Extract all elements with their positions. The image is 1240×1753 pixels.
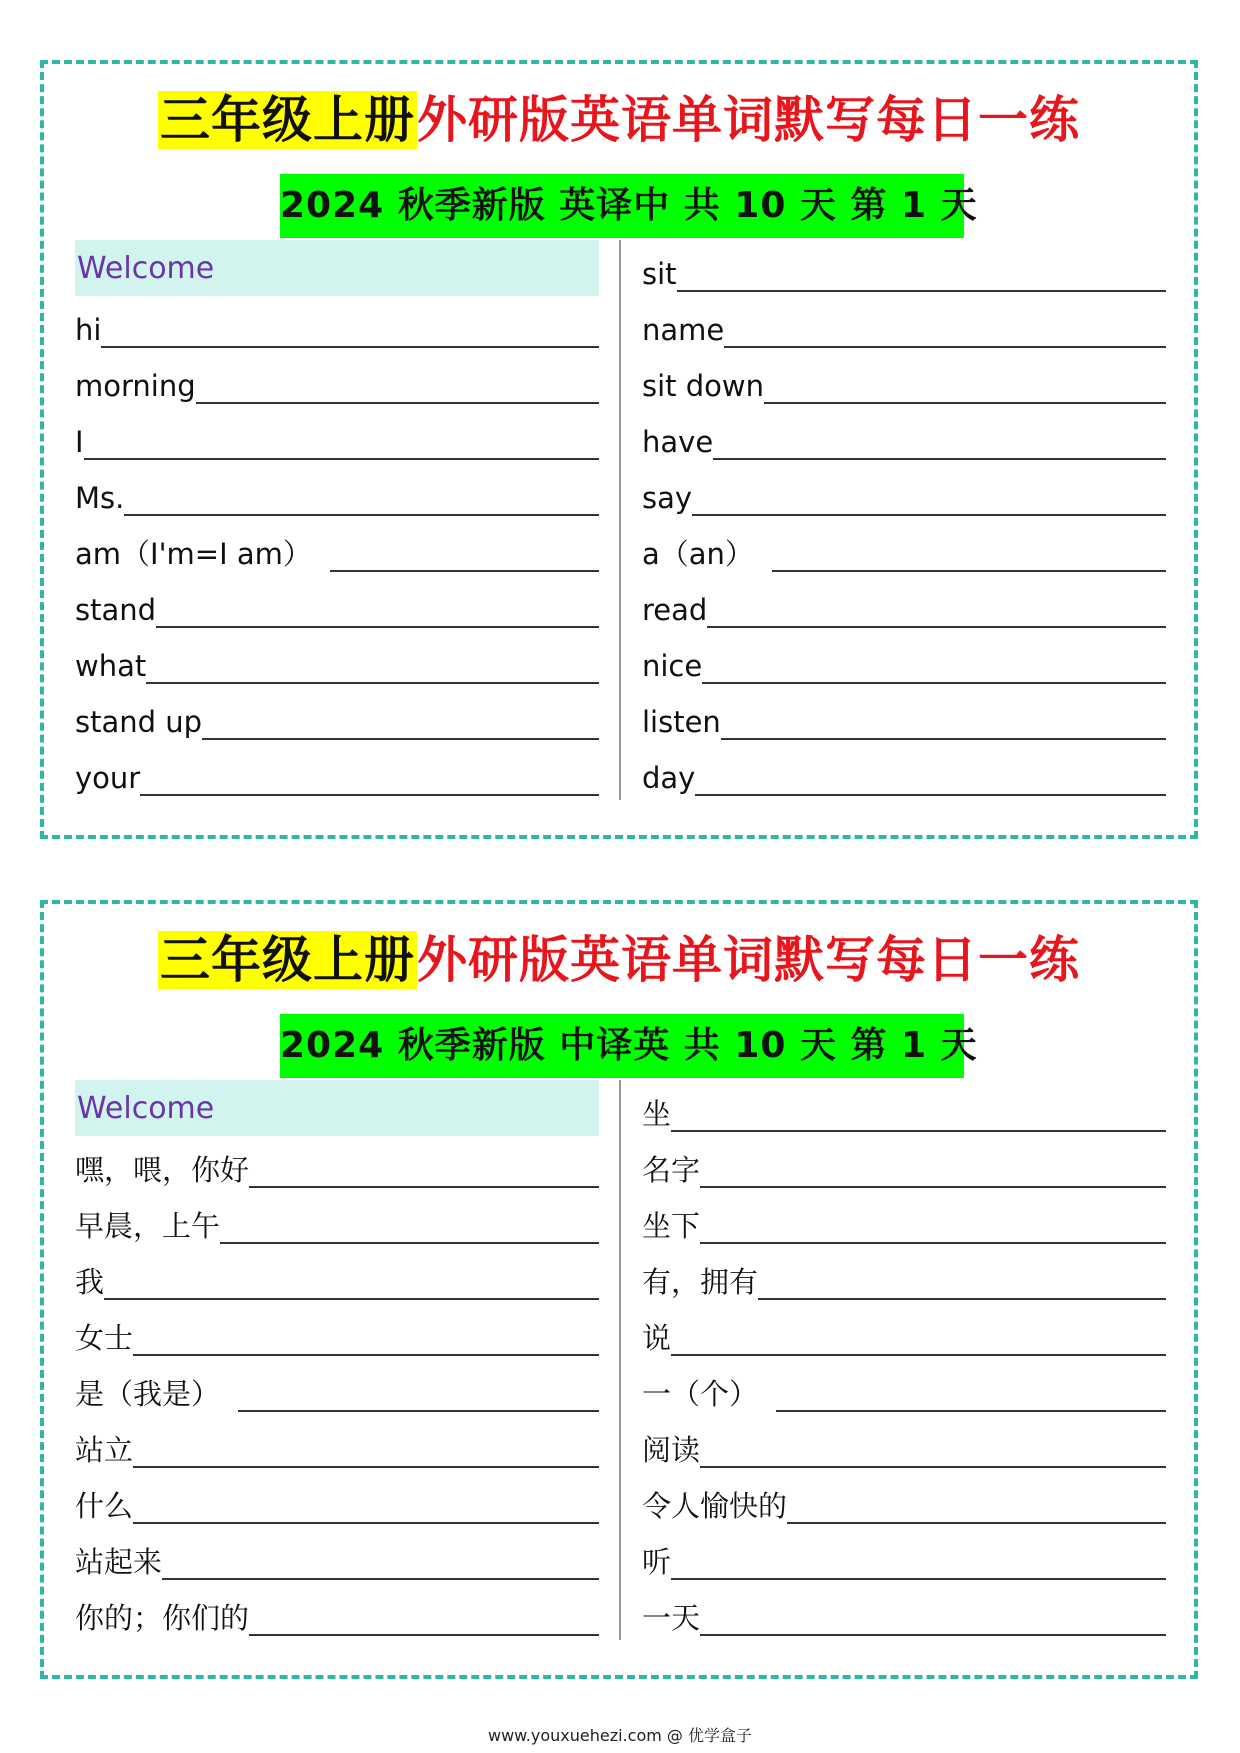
- answer-line[interactable]: [156, 626, 599, 628]
- answer-line[interactable]: [724, 346, 1166, 348]
- worksheet-chinese-to-english: [40, 900, 1198, 1679]
- word: stand up: [75, 705, 203, 739]
- answer-line[interactable]: [692, 514, 1166, 516]
- word: what: [75, 649, 147, 683]
- left-column: [75, 1080, 599, 1640]
- word: 早晨，上午: [75, 1209, 221, 1243]
- title-main: 外研版英语单词默写每日一练: [417, 931, 1080, 989]
- word-row: [75, 1136, 599, 1192]
- answer-line[interactable]: [713, 458, 1166, 460]
- right-column: [642, 1080, 1166, 1640]
- answer-line[interactable]: [84, 458, 599, 460]
- answer-line[interactable]: [101, 346, 599, 348]
- word-row: [75, 688, 599, 744]
- footer-credit: www.youxuehezi.com @ 优学盒子: [488, 1726, 752, 1745]
- word-row: [75, 352, 599, 408]
- title-main: 外研版英语单词默写每日一练: [417, 91, 1080, 149]
- column-divider: [619, 1080, 621, 1640]
- word-row: [75, 1528, 599, 1584]
- word: 嘿，喂，你好: [75, 1153, 250, 1187]
- word-row: [75, 408, 599, 464]
- word-row: [75, 1416, 599, 1472]
- answer-line[interactable]: [776, 1410, 1166, 1412]
- word-row: [75, 1192, 599, 1248]
- answer-line[interactable]: [758, 1298, 1166, 1300]
- word-row: [642, 1528, 1166, 1584]
- word-row: [75, 1304, 599, 1360]
- answer-line[interactable]: [671, 1578, 1166, 1580]
- word: stand: [75, 593, 157, 627]
- word: 坐下: [642, 1209, 701, 1243]
- word: name: [642, 313, 725, 347]
- word-row: [642, 1192, 1166, 1248]
- unit-header: Welcome: [75, 1080, 599, 1136]
- sheet-subtitle: 2024 秋季新版 英译中 共 10 天 第 1 天: [280, 174, 964, 238]
- word: listen: [642, 705, 721, 739]
- word-row: [75, 744, 599, 800]
- answer-line[interactable]: [196, 402, 599, 404]
- word: 有，拥有: [642, 1265, 759, 1299]
- sheet-subtitle: 2024 秋季新版 中译英 共 10 天 第 1 天: [280, 1014, 964, 1078]
- word-row: [642, 464, 1166, 520]
- answer-line[interactable]: [249, 1186, 599, 1188]
- word-row: [642, 1080, 1166, 1136]
- word-row: [75, 576, 599, 632]
- answer-line[interactable]: [695, 794, 1166, 796]
- word-row: [75, 296, 599, 352]
- answer-line[interactable]: [671, 1130, 1166, 1132]
- answer-line[interactable]: [133, 1466, 599, 1468]
- word: am（I'm=I am）: [75, 537, 312, 571]
- word-row: [642, 296, 1166, 352]
- answer-line[interactable]: [671, 1354, 1166, 1356]
- answer-line[interactable]: [700, 1634, 1166, 1636]
- title-grade: 三年级上册: [160, 91, 415, 149]
- word: 听: [642, 1545, 672, 1579]
- word-row: [642, 1360, 1166, 1416]
- word: 一天: [642, 1601, 701, 1635]
- word: 一（个）: [642, 1377, 759, 1411]
- word: sit down: [642, 369, 765, 403]
- word-row: [642, 520, 1166, 576]
- word: hi: [75, 313, 102, 347]
- answer-line[interactable]: [133, 1522, 599, 1524]
- answer-line[interactable]: [764, 402, 1166, 404]
- unit-header: Welcome: [75, 240, 599, 296]
- answer-line[interactable]: [700, 1242, 1166, 1244]
- word-row: [75, 632, 599, 688]
- answer-line[interactable]: [772, 570, 1166, 572]
- word-row: [642, 1472, 1166, 1528]
- word: 我: [75, 1265, 105, 1299]
- answer-line[interactable]: [787, 1522, 1166, 1524]
- word: 站立: [75, 1433, 134, 1467]
- answer-line[interactable]: [133, 1354, 599, 1356]
- word-row: [75, 1472, 599, 1528]
- word: a（an）: [642, 537, 754, 571]
- word: day: [642, 761, 696, 795]
- word: nice: [642, 649, 703, 683]
- word: 什么: [75, 1489, 134, 1523]
- word: say: [642, 481, 693, 515]
- word-row: [642, 352, 1166, 408]
- answer-line[interactable]: [202, 738, 599, 740]
- word-row: [75, 464, 599, 520]
- left-column: [75, 240, 599, 800]
- answer-line[interactable]: [104, 1298, 599, 1300]
- sheet-title: [44, 917, 1194, 1003]
- word: read: [642, 593, 708, 627]
- word: I: [75, 425, 84, 459]
- word: Ms.: [75, 481, 125, 515]
- word-row: [642, 1584, 1166, 1640]
- word-row: [75, 1248, 599, 1304]
- word: 站起来: [75, 1545, 163, 1579]
- answer-line[interactable]: [677, 290, 1166, 292]
- word: morning: [75, 369, 196, 403]
- word: 阅读: [642, 1433, 701, 1467]
- word: 你的；你们的: [75, 1601, 250, 1635]
- word: 女士: [75, 1321, 134, 1355]
- answer-line[interactable]: [162, 1578, 599, 1580]
- column-divider: [619, 240, 621, 800]
- answer-line[interactable]: [702, 682, 1166, 684]
- answer-line[interactable]: [721, 738, 1166, 740]
- word-row: [642, 1416, 1166, 1472]
- word-row: [642, 1248, 1166, 1304]
- answer-line[interactable]: [700, 1466, 1166, 1468]
- word-row: [75, 1360, 599, 1416]
- word-row: [642, 688, 1166, 744]
- word-row: [642, 1304, 1166, 1360]
- answer-line[interactable]: [707, 626, 1166, 628]
- word: sit: [642, 257, 677, 291]
- word: your: [75, 761, 141, 795]
- word-row: [642, 408, 1166, 464]
- word: have: [642, 425, 714, 459]
- worksheet-english-to-chinese: [40, 60, 1198, 839]
- answer-line[interactable]: [330, 570, 599, 572]
- word-row: [642, 576, 1166, 632]
- right-column: [642, 240, 1166, 800]
- word: 令人愉快的: [642, 1489, 788, 1523]
- word-row: [642, 240, 1166, 296]
- word-row: [642, 632, 1166, 688]
- answer-line[interactable]: [146, 682, 599, 684]
- word: 是（我是）: [75, 1377, 221, 1411]
- answer-line[interactable]: [700, 1186, 1166, 1188]
- answer-line[interactable]: [249, 1634, 599, 1636]
- word-row: [75, 1584, 599, 1640]
- answer-line[interactable]: [124, 514, 599, 516]
- word-row: [75, 520, 599, 576]
- answer-line[interactable]: [140, 794, 599, 796]
- answer-line[interactable]: [220, 1242, 599, 1244]
- word: 坐: [642, 1097, 672, 1131]
- sheet-title: [44, 77, 1194, 163]
- word-row: [642, 744, 1166, 800]
- word: 说: [642, 1321, 672, 1355]
- word-row: [642, 1136, 1166, 1192]
- answer-line[interactable]: [238, 1410, 599, 1412]
- title-grade: 三年级上册: [160, 931, 415, 989]
- word: 名字: [642, 1153, 701, 1187]
